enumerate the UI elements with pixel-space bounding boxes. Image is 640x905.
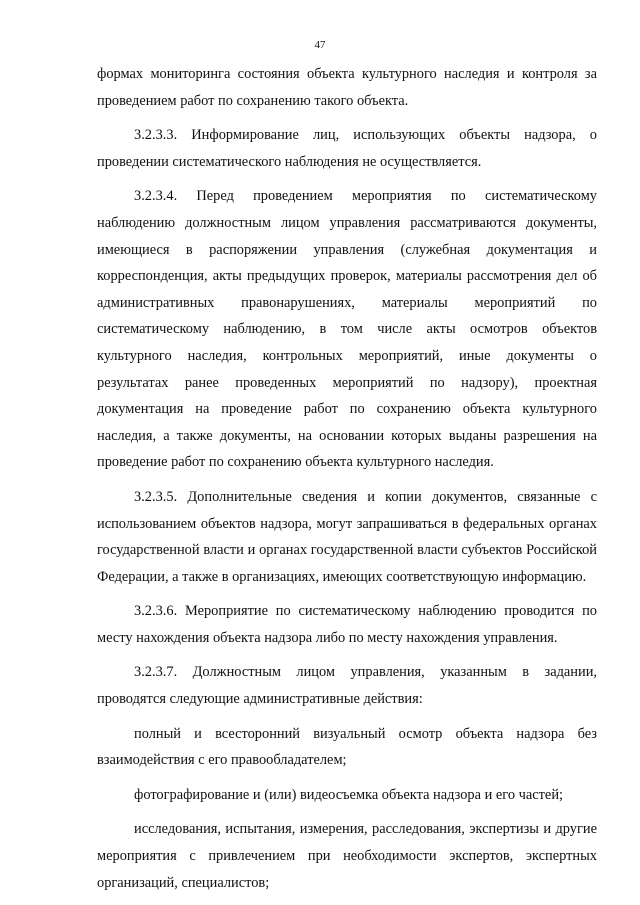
paragraph-3-2-3-7: 3.2.3.7. Должностным лицом управления, указанным в задании, проводятся следующие административные действия: (97, 664, 597, 708)
page-number: 47 (314, 39, 326, 51)
paragraph-3-2-3-3: 3.2.3.3. Информирование лиц, использующих объекты надзора, о проведении систематического наблюдения не осуществляется. (97, 127, 597, 170)
list-item-photography: фотографирование и (или) видеосъемка объекта надзора и его частей; (134, 786, 564, 803)
paragraph-3-2-3-5: 3.2.3.5. Дополнительные сведения и копии документов, связанные с использованием объектов надзора, могут запрашиваться в федеральных органах государственной власти и органах государственной власти субъектов Российской Федерации, а также в организациях, имеющих соответствующую информацию. (97, 488, 597, 585)
list-item-visual-inspection: полный и всесторонний визуальный осмотр объекта надзора без взаимодействия с его правообладателем; (97, 725, 597, 769)
paragraph-3-2-3-4: 3.2.3.4. Перед проведением мероприятия по систематическому наблюдению должностным лицом управления рассматриваются документы, имеющиеся в распоряжении управления (служебная документация и корреспонденция, акты предыдущих проверок, материалы рассмотрения дел об административных правонарушениях, материалы мероприятий по систематическому наблюдению, в том числе акты осмотров объектов культурного наследия, контрольных мероприятий, иные документы о результатах ранее проведенных мероприятий по надзору), проектная документация на проведение работ по сохранению объекта культурного наследия, а также документы, на основании которых выданы разрешения на проведение работ по сохранению объекта культурного наследия. (97, 188, 597, 471)
document-body (97, 61, 597, 896)
paragraph-3-2-3-6: 3.2.3.6. Мероприятие по систематическому наблюдению проводится по месту нахождения объекта надзора либо по месту нахождения управления. (97, 603, 597, 646)
paragraph-continuation: формах мониторинга состояния объекта культурного наследия и контроля за проведением работ по сохранению такого объекта. (97, 66, 597, 109)
list-item-research: исследования, испытания, измерения, расследования, экспертизы и другие мероприятия с привлечением при необходимости экспертов, экспертных организаций, специалистов; (97, 821, 597, 891)
